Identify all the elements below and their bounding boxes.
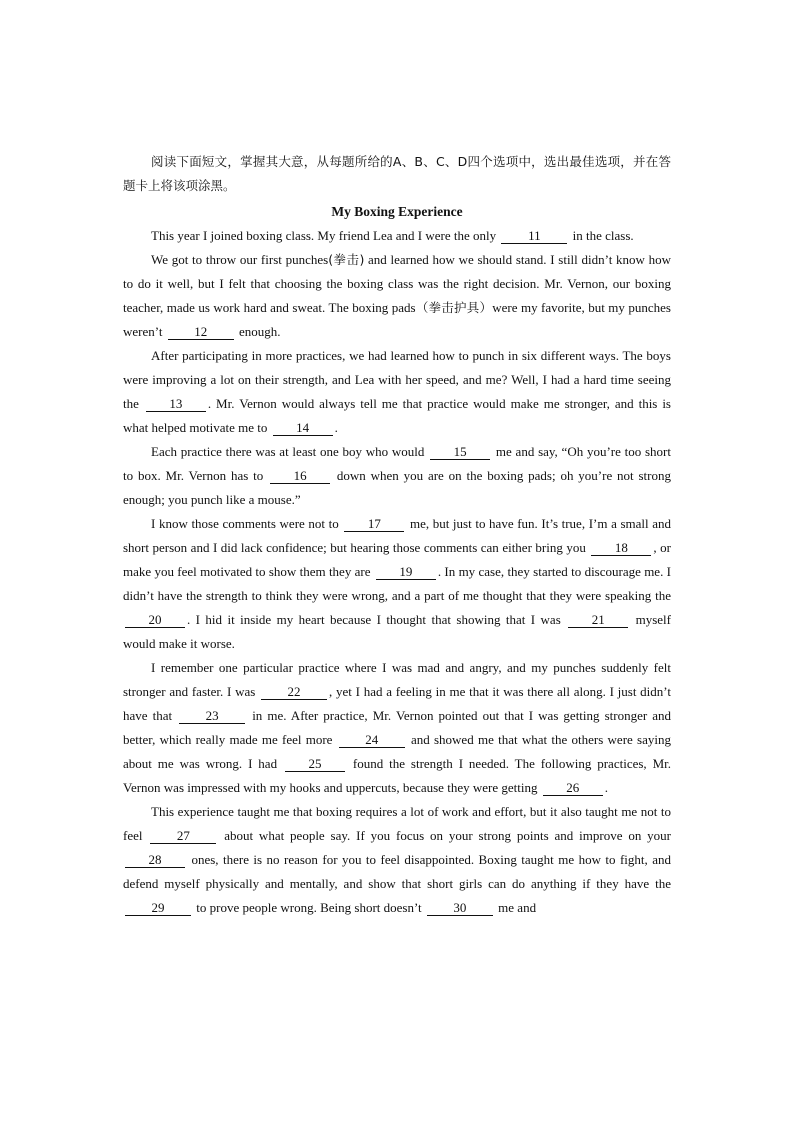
blank-14: 14 xyxy=(273,421,333,436)
text: myself would make it worse. xyxy=(123,612,671,651)
text: were my favorite, but my punches weren’t xyxy=(123,300,671,339)
text: , or make you feel motivated to show them they are xyxy=(123,540,671,579)
blank-20: 20 xyxy=(125,613,185,628)
text: . xyxy=(604,780,608,795)
text: We got to throw our first punches xyxy=(151,252,329,267)
text: This experience taught me that boxing requires a lot of work and effort, but it also taught me not to feel xyxy=(123,804,671,843)
text: . xyxy=(334,420,338,435)
blank-18: 18 xyxy=(591,541,651,556)
text: ones, there is no reason for you to feel disappointed. Boxing taught me how to fight, and defend myself physically and mentally, and show that short girls can do anything if they have the xyxy=(123,852,671,891)
blank-15: 15 xyxy=(430,445,490,460)
blank-24: 24 xyxy=(339,733,405,748)
blank-26: 26 xyxy=(543,781,603,796)
paragraph-3 xyxy=(123,344,671,440)
blank-27: 27 xyxy=(150,829,216,844)
text: enough. xyxy=(235,324,281,339)
blank-12: 12 xyxy=(168,325,234,340)
text: in the class. xyxy=(569,228,634,243)
blank-13: 13 xyxy=(146,397,206,412)
text: , yet I had a feeling in me that it was there all along. I just didn’t have that xyxy=(123,684,671,723)
paragraph-6 xyxy=(123,656,671,800)
text: This year I joined boxing class. My friend Lea and I were the only xyxy=(151,228,500,243)
blank-25: 25 xyxy=(285,757,345,772)
blank-16: 16 xyxy=(270,469,330,484)
text: . I hid it inside my heart because I thought that showing that I was xyxy=(187,612,567,627)
text: down when you are on the boxing pads; oh you’re not strong enough; you punch like a mouse.” xyxy=(123,468,671,507)
chinese-gloss: （拳击护具） xyxy=(415,300,493,315)
instructions: 阅读下面短文，掌握其大意，从每题所给的A、B、C、D四个选项中，选出最佳选项，并在答题卡上将该项涂黑。 xyxy=(123,154,671,193)
blank-11: 11 xyxy=(501,229,567,244)
text: I know those comments were not to xyxy=(151,516,343,531)
text: in me. After practice, Mr. Vernon pointed out that I was getting stronger and better, which really made me feel more xyxy=(123,708,671,747)
blank-21: 21 xyxy=(568,613,628,628)
blank-23: 23 xyxy=(179,709,245,724)
text: about what people say. If you focus on your strong points and improve on your xyxy=(218,828,672,843)
text: found the strength I needed. The following practices, Mr. Vernon was impressed with my hooks and uppercuts, because they were getting xyxy=(123,756,671,795)
blank-19: 19 xyxy=(376,565,436,580)
text: Each practice there was at least one boy who would xyxy=(151,444,429,459)
blank-29: 29 xyxy=(125,901,191,916)
text: . Mr. Vernon would always tell me that practice would make me stronger, and this is what helped motivate me to xyxy=(123,396,671,435)
text: me and xyxy=(494,900,537,915)
blank-22: 22 xyxy=(261,685,327,700)
text: me, but just to have fun. It’s true, I’m a small and short person and I did lack confidence; but hearing those comments can either bring you xyxy=(123,516,671,555)
document-content xyxy=(123,150,671,920)
paragraph-5 xyxy=(123,512,671,656)
paragraph-1 xyxy=(123,224,671,248)
text: me and say, “Oh you’re too short to box. Mr. Vernon has to xyxy=(123,444,671,483)
text: I remember one particular practice where I was mad and angry, and my punches suddenly felt stronger and faster. I was xyxy=(123,660,671,699)
chinese-gloss: (拳击) xyxy=(328,252,365,267)
text: . In my case, they started to discourage me. I didn’t have the strength to think they were wrong, and a part of me thought that they were speaking the xyxy=(123,564,671,603)
blank-28: 28 xyxy=(125,853,185,868)
blank-30: 30 xyxy=(427,901,493,916)
paragraph-7 xyxy=(123,800,671,920)
blank-17: 17 xyxy=(344,517,404,532)
text: After participating in more practices, we had learned how to punch in six different ways. The boys were improving a lot on their strength, and Lea with her speed, and me? Well, I had a hard time seeing the xyxy=(123,348,671,411)
text: and learned how we should stand. I still didn’t know how to do it well, but I felt that choosing the boxing class was the right decision. Mr. Vernon, our boxing teacher, made us work hard and sweat. The boxing pads xyxy=(123,252,671,315)
paragraph-4 xyxy=(123,440,671,512)
text: to prove people wrong. Being short doesn’t xyxy=(193,900,425,915)
article-title: My Boxing Experience xyxy=(331,204,463,219)
paragraph-2 xyxy=(123,248,671,344)
text: and showed me that what the others were saying about me was wrong. I had xyxy=(123,732,671,771)
